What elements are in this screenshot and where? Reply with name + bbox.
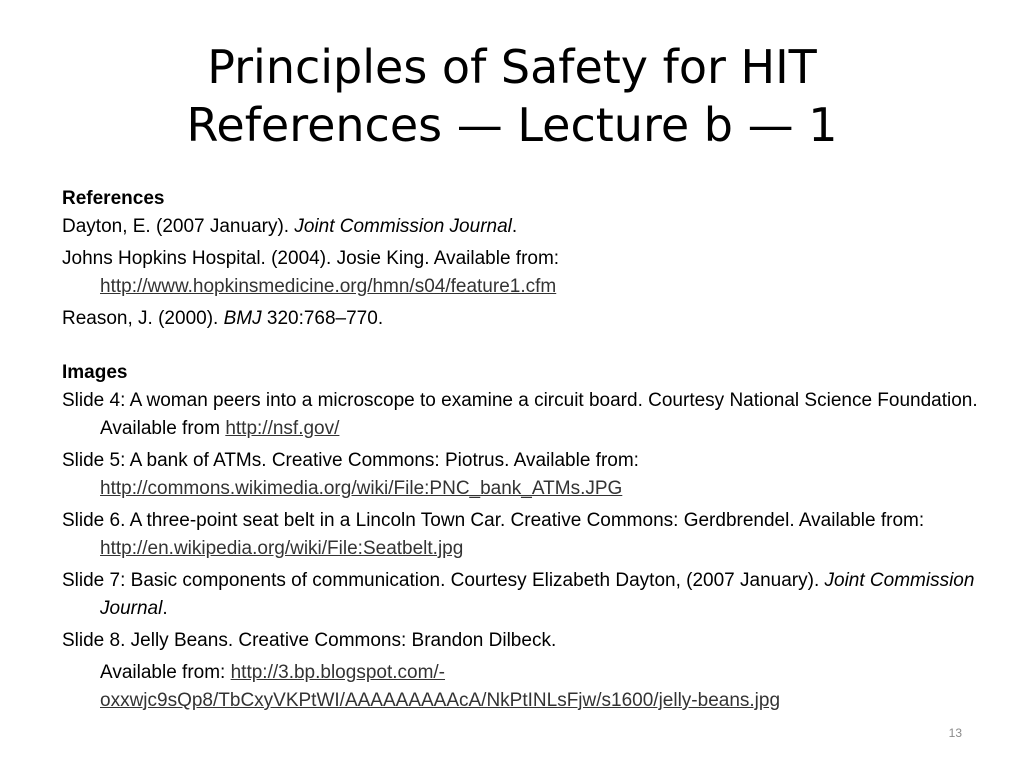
image-credit-slide-4 — [62, 387, 992, 443]
credit-link[interactable]: http://en.wikipedia.org/wiki/File:Seatbelt.jpg — [100, 538, 464, 559]
reference-text: 320:768–770. — [261, 308, 384, 329]
image-credit-slide-8-source — [62, 659, 992, 715]
credit-link[interactable]: http://3.bp.blogspot.com/-oxxwjc9sQp8/TbCxyVKPtWI/AAAAAAAAAcA/NkPtINLsFjw/s1600/jelly-beans.jpg — [100, 662, 781, 711]
slide-title — [0, 38, 1024, 154]
credit-text: Slide 8. Jelly Beans. Creative Commons: Brandon Dilbeck. — [62, 630, 557, 651]
credit-text: Slide 6. A three-point seat belt in a Lincoln Town Car. Creative Commons: Gerdbrendel. Available from: — [62, 510, 925, 531]
reference-text: Reason, J. (2000). — [62, 308, 224, 329]
credit-text: Available from: — [100, 662, 231, 683]
reference-link[interactable]: http://www.hopkinsmedicine.org/hmn/s04/feature1.cfm — [100, 276, 557, 297]
image-credit-slide-5 — [62, 447, 992, 503]
reference-text: Johns Hopkins Hospital. (2004). Josie King. Available from: — [62, 248, 560, 269]
credit-text: Slide 4: A woman peers into a microscope to examine a circuit board. Courtesy National Science Foundation. Available from — [62, 390, 978, 439]
slide-title-line-1: Principles of Safety for HIT — [207, 40, 817, 94]
credit-link[interactable]: http://commons.wikimedia.org/wiki/File:PNC_bank_ATMs.JPG — [100, 478, 623, 499]
reference-item-reason — [62, 305, 992, 333]
journal-title: BMJ — [223, 308, 262, 329]
reference-text: . — [511, 216, 518, 237]
credit-text: Slide 5: A bank of ATMs. Creative Commons: Piotrus. Available from: — [62, 450, 639, 471]
reference-item-johns-hopkins — [62, 245, 992, 301]
references-heading: References — [62, 188, 165, 209]
slide-body — [62, 185, 992, 719]
slide-number: 13 — [948, 726, 962, 740]
reference-text: Dayton, E. (2007 January). — [62, 216, 295, 237]
journal-title: Joint Commission Journal — [100, 570, 975, 619]
journal-title: Joint Commission Journal — [294, 216, 512, 237]
image-credit-slide-7 — [62, 567, 992, 623]
image-credit-slide-6 — [62, 507, 992, 563]
slide-title-line-2: References — Lecture b — 1 — [186, 98, 838, 152]
reference-item-dayton — [62, 213, 992, 241]
section-spacer — [62, 337, 992, 359]
credit-link[interactable]: http://nsf.gov/ — [225, 418, 340, 439]
images-heading: Images — [62, 362, 128, 383]
credit-text: . — [162, 598, 168, 619]
image-credit-slide-8 — [62, 627, 992, 655]
credit-text: Slide 7: Basic components of communication. Courtesy Elizabeth Dayton, (2007 January). — [62, 570, 825, 591]
